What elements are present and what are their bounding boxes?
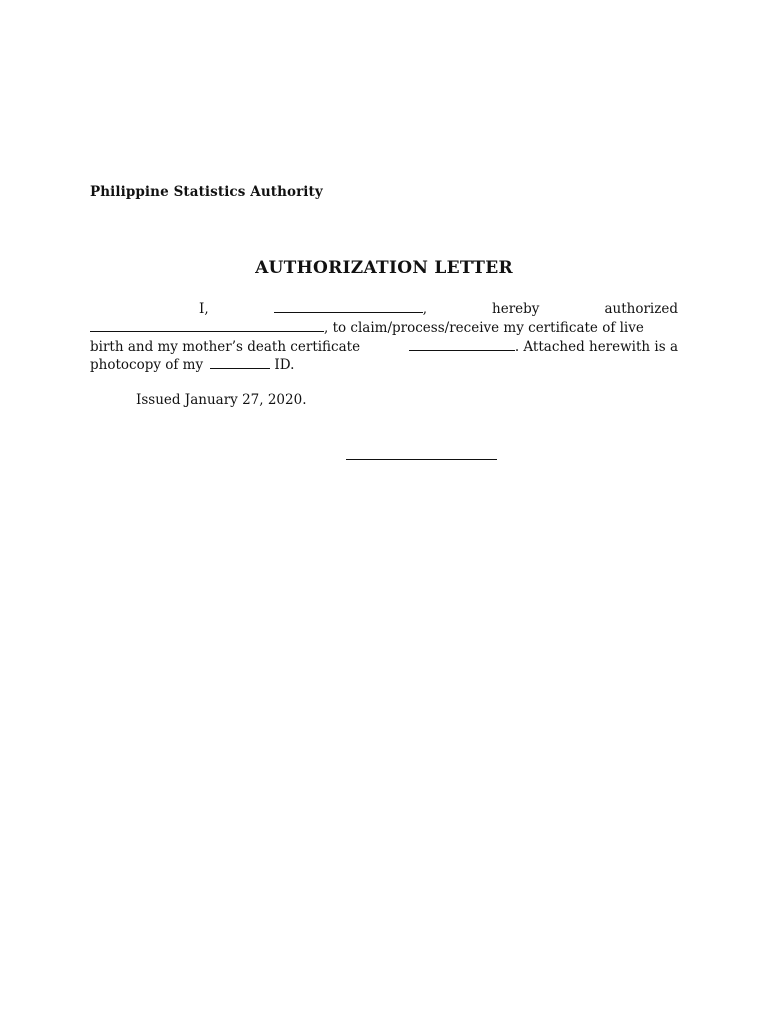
addressee: Philippine Statistics Authority bbox=[90, 184, 323, 200]
claim-text: , to claim/process/receive my certificate of live bbox=[324, 320, 644, 336]
body-line-1 bbox=[90, 298, 678, 317]
attached-text: . Attached herewith is a bbox=[514, 339, 678, 355]
pronoun-text: I, bbox=[199, 301, 209, 317]
photocopy-text: photocopy of my bbox=[90, 357, 204, 373]
signature-line[interactable] bbox=[346, 459, 497, 460]
comma-text: , bbox=[422, 301, 427, 317]
certificate-blank[interactable] bbox=[409, 336, 515, 351]
body-line-2 bbox=[90, 317, 678, 336]
body-line-4 bbox=[90, 354, 678, 373]
name-blank[interactable] bbox=[274, 298, 423, 313]
authorized-text: authorized bbox=[604, 301, 678, 317]
name-field-group bbox=[274, 298, 427, 319]
hereby-text: hereby bbox=[492, 301, 540, 317]
issued-date: Issued January 27, 2020. bbox=[136, 392, 307, 408]
id-type-blank[interactable] bbox=[210, 354, 270, 369]
birth-death-text: birth and my mother’s death certificate bbox=[90, 339, 361, 355]
letter-title: AUTHORIZATION LETTER bbox=[255, 258, 513, 278]
body-line-3 bbox=[90, 336, 678, 355]
id-text: ID. bbox=[274, 357, 295, 373]
authorized-person-blank[interactable] bbox=[90, 317, 324, 332]
